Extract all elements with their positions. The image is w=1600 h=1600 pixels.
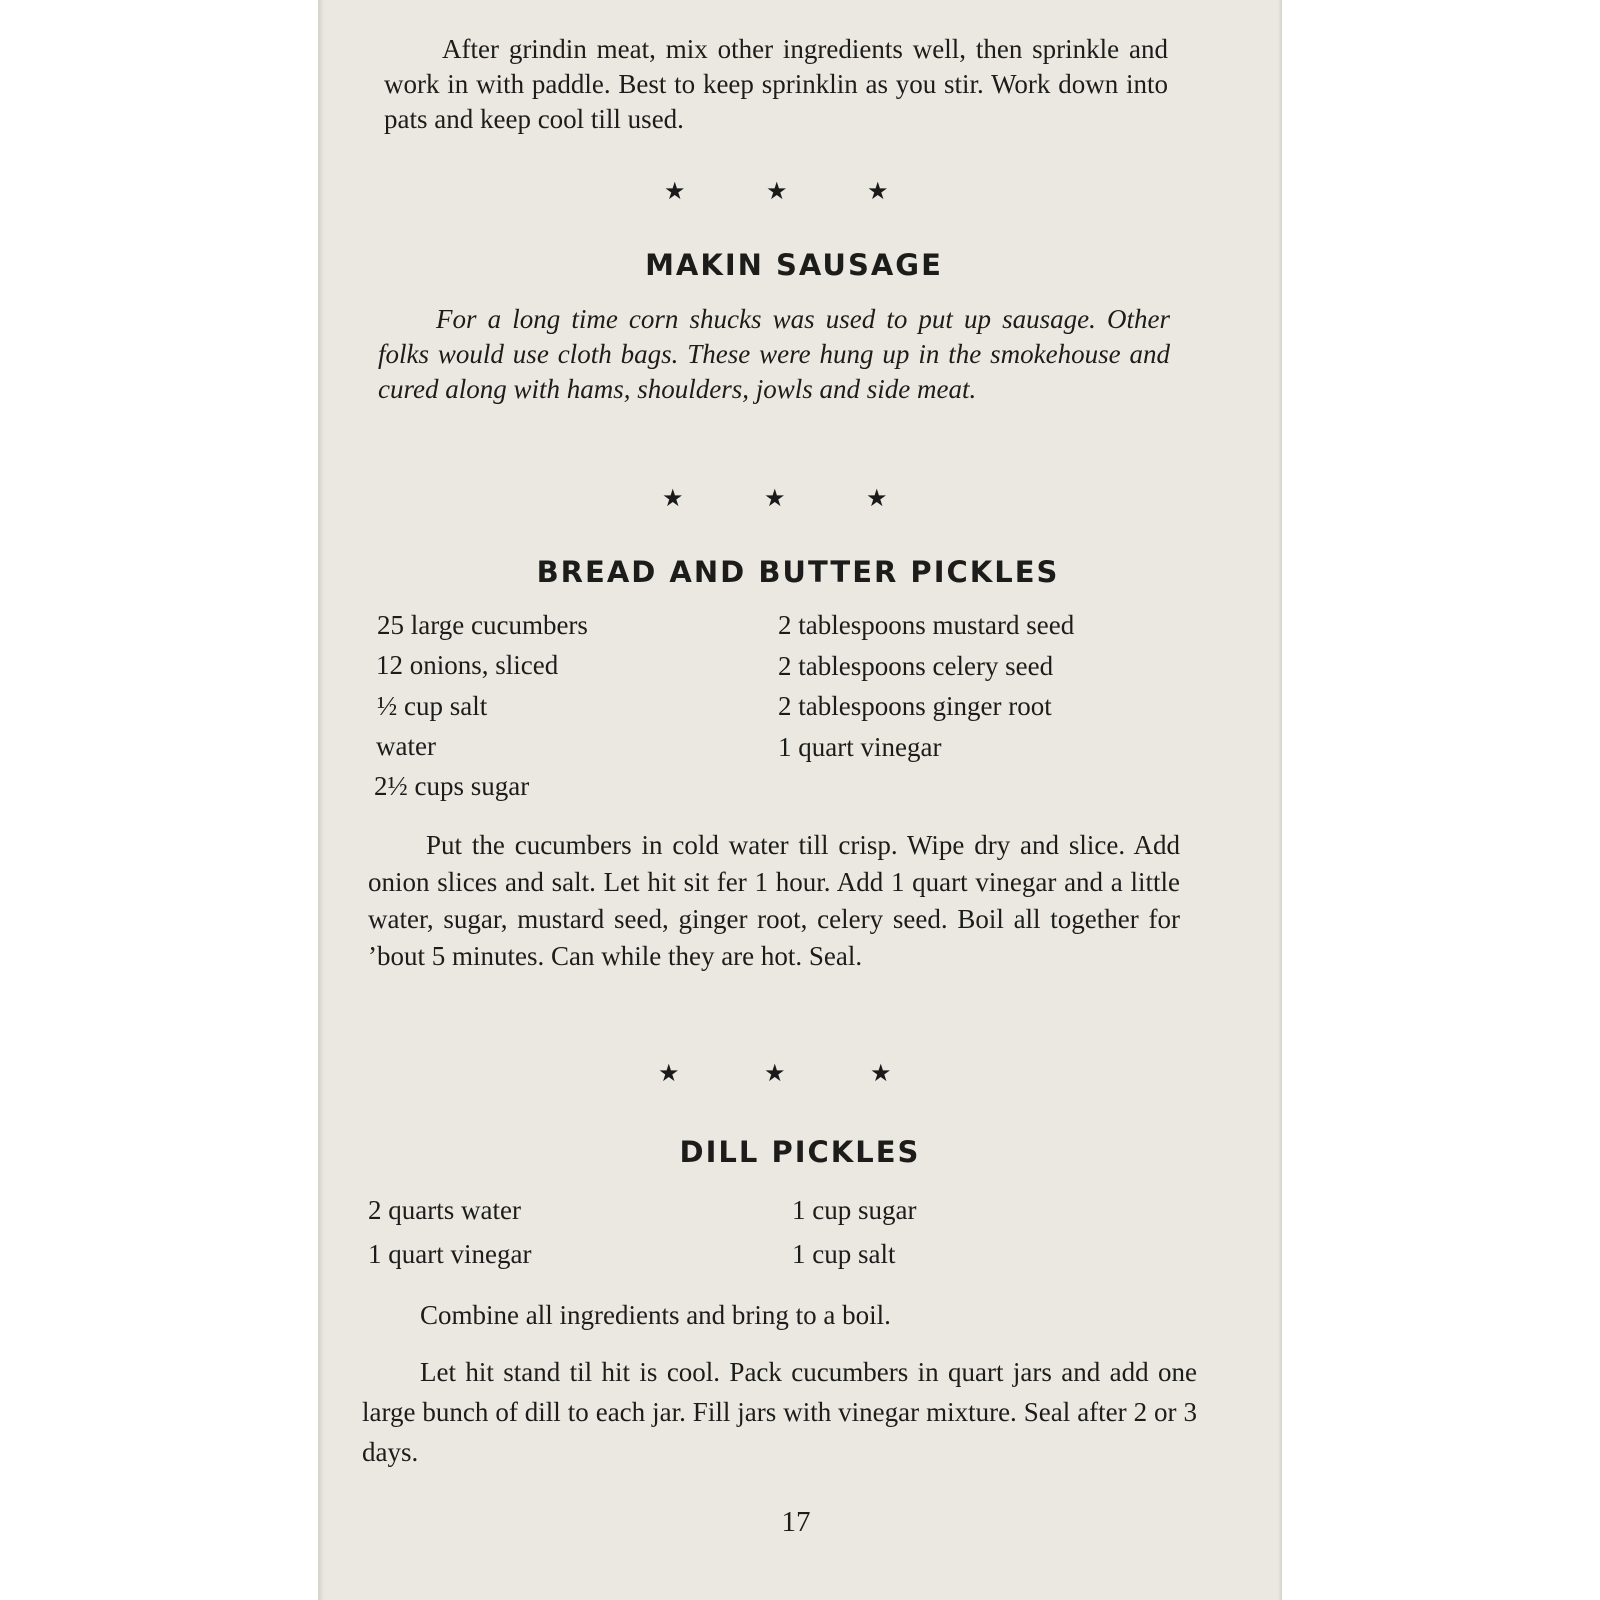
star-icon: ★: [764, 1059, 786, 1087]
ingredient-item: water: [376, 731, 436, 761]
ingredient-item: 25 large cucumbers: [377, 610, 588, 640]
ingredient-item: 1 cup sugar: [792, 1195, 917, 1225]
star-icon: ★: [664, 177, 686, 205]
ingredient-item: 2½ cups sugar: [374, 771, 530, 801]
ingredient-item: 1 cup salt: [792, 1239, 896, 1269]
book-page: [318, 0, 1282, 1600]
ingredient-item: ½ cup salt: [377, 691, 488, 721]
star-divider: [318, 483, 1282, 513]
bread-butter-instructions: Put the cucumbers in cold water till crisp. Wipe dry and slice. Add onion slices and salt. Let hit sit fer 1 hour. Add 1 quart vinegar and a little water, sugar, mustard seed, ginger root, celery seed. Boil all together for ’bout 5 minutes. Can while they are hot. Seal.: [368, 830, 1180, 971]
star-icon: ★: [766, 177, 788, 205]
star-icon: ★: [870, 1059, 892, 1087]
star-icon: ★: [662, 484, 684, 512]
star-divider: [318, 176, 1282, 206]
bread-butter-pickles-heading: BREAD AND BUTTER PICKLES: [536, 555, 1060, 589]
dill-step-1: Combine all ingredients and bring to a boil.: [420, 1300, 891, 1330]
dill-step-2: Let hit stand til hit is cool. Pack cucumbers in quart jars and add one large bunch of dill to each jar. Fill jars with vinegar mixture. Seal after 2 or 3 days.: [362, 1357, 1197, 1467]
star-icon: ★: [764, 484, 786, 512]
ingredient-item: 2 quarts water: [368, 1195, 521, 1225]
ingredient-item: 1 quart vinegar: [778, 732, 942, 762]
ingredient-item: 2 tablespoons ginger root: [778, 691, 1052, 721]
ingredient-item: 12 onions, sliced: [376, 650, 559, 680]
ingredient-item: 1 quart vinegar: [368, 1239, 532, 1269]
ingredient-item: 2 tablespoons celery seed: [778, 651, 1054, 681]
page-number: 17: [781, 1506, 811, 1538]
makin-sausage-paragraph: For a long time corn shucks was used to put up sausage. Other folks would use cloth bags. These were hung up in the smokehouse and cured along with hams, shoulders, jowls and side meat.: [378, 304, 1170, 404]
intro-paragraph: After grindin meat, mix other ingredients well, then sprinkle and work in with paddle. Best to keep sprinklin as you stir. Work down into pats and keep cool till used.: [384, 34, 1168, 134]
star-divider: [318, 1058, 1282, 1088]
makin-sausage-heading: MAKIN SAUSAGE: [645, 248, 943, 282]
star-icon: ★: [867, 177, 889, 205]
dill-pickles-heading: DILL PICKLES: [679, 1135, 921, 1169]
star-icon: ★: [866, 484, 888, 512]
star-icon: ★: [658, 1059, 680, 1087]
ingredient-item: 2 tablespoons mustard seed: [778, 610, 1075, 640]
